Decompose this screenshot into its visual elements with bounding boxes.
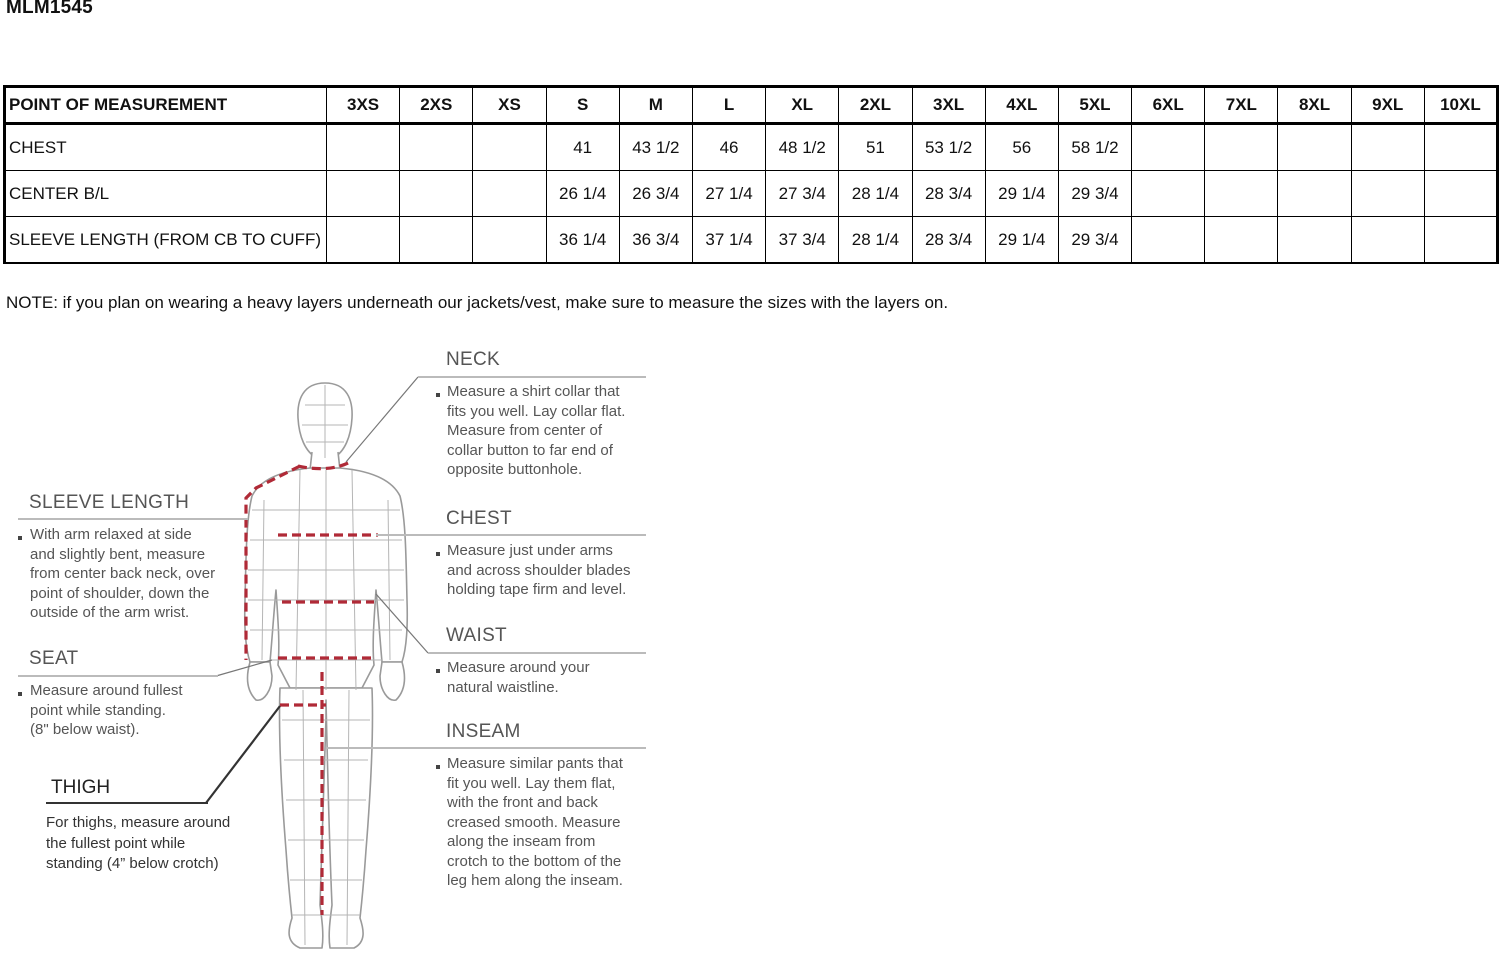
table-cell bbox=[473, 217, 546, 264]
size-header: XS bbox=[473, 87, 546, 124]
size-header: 7XL bbox=[1205, 87, 1278, 124]
table-row-sleeve-length bbox=[5, 217, 1498, 264]
row-label: CHEST bbox=[5, 124, 327, 171]
size-header: 9XL bbox=[1351, 87, 1424, 124]
table-cell: 58 1/2 bbox=[1058, 124, 1131, 171]
size-header: 2XL bbox=[839, 87, 912, 124]
inseam-title: INSEAM bbox=[446, 721, 521, 742]
table-cell bbox=[1205, 124, 1278, 171]
neck-rule bbox=[418, 376, 646, 378]
size-header: 3XS bbox=[327, 87, 400, 124]
sleeve-length-title: SLEEVE LENGTH bbox=[29, 492, 190, 513]
size-header: 2XS bbox=[400, 87, 473, 124]
product-code: MLM1545 bbox=[6, 0, 93, 18]
size-header-row bbox=[5, 87, 1498, 124]
table-cell bbox=[1132, 171, 1205, 217]
thigh-rule bbox=[46, 802, 208, 804]
thigh-description: For thighs, measure around the fullest point while standing (4” below crotch) bbox=[46, 814, 231, 872]
table-cell: 29 1/4 bbox=[985, 217, 1058, 264]
table-cell: 29 3/4 bbox=[1058, 217, 1131, 264]
table-cell: 56 bbox=[985, 124, 1058, 171]
waist-title: WAIST bbox=[446, 625, 507, 646]
inseam-rule bbox=[326, 747, 646, 749]
table-cell: 48 1/2 bbox=[766, 124, 839, 171]
table-cell: 41 bbox=[546, 124, 619, 171]
table-cell bbox=[1132, 124, 1205, 171]
table-cell bbox=[1205, 171, 1278, 217]
table-cell bbox=[400, 171, 473, 217]
thigh-title: THIGH bbox=[51, 777, 111, 798]
table-cell: 43 1/2 bbox=[619, 124, 692, 171]
table-cell: 53 1/2 bbox=[912, 124, 985, 171]
chest-description: Measure just under arms and across shoulder blades holding tape firm and level. bbox=[447, 542, 631, 598]
waist-bullet bbox=[436, 669, 440, 673]
table-row-center-bl bbox=[5, 171, 1498, 217]
size-header: 10XL bbox=[1424, 87, 1497, 124]
row-label: SLEEVE LENGTH (FROM CB TO CUFF) bbox=[5, 217, 327, 264]
table-cell bbox=[1132, 217, 1205, 264]
table-cell: 36 1/4 bbox=[546, 217, 619, 264]
table-cell: 26 1/4 bbox=[546, 171, 619, 217]
neck-title: NECK bbox=[446, 349, 500, 370]
inseam-bullet bbox=[436, 765, 440, 769]
table-cell bbox=[1278, 217, 1351, 264]
table-cell bbox=[327, 124, 400, 171]
size-header: 4XL bbox=[985, 87, 1058, 124]
size-header: 8XL bbox=[1278, 87, 1351, 124]
table-cell bbox=[1351, 217, 1424, 264]
table-cell bbox=[473, 124, 546, 171]
table-cell: 37 1/4 bbox=[692, 217, 765, 264]
table-cell: 28 3/4 bbox=[912, 217, 985, 264]
measurement-header: POINT OF MEASUREMENT bbox=[5, 87, 327, 124]
table-cell: 29 1/4 bbox=[985, 171, 1058, 217]
size-header: XL bbox=[766, 87, 839, 124]
table-cell bbox=[1351, 124, 1424, 171]
chest-rule bbox=[376, 534, 646, 536]
size-header: 3XL bbox=[912, 87, 985, 124]
size-chart-table bbox=[3, 85, 1499, 264]
waist-description: Measure around your natural waistline. bbox=[447, 659, 590, 696]
table-cell: 29 3/4 bbox=[1058, 171, 1131, 217]
table-cell: 28 1/4 bbox=[839, 217, 912, 264]
table-cell bbox=[327, 171, 400, 217]
table-cell bbox=[327, 217, 400, 264]
table-cell bbox=[1205, 217, 1278, 264]
table-row-chest bbox=[5, 124, 1498, 171]
neck-description: Measure a shirt collar that fits you well. Lay collar flat. Measure from center of collar button to far end of opposite buttonhole. bbox=[447, 383, 626, 478]
table-cell bbox=[1424, 171, 1497, 217]
table-cell: 28 3/4 bbox=[912, 171, 985, 217]
seat-description: Measure around fullest point while standing. (8" below waist). bbox=[30, 682, 183, 738]
table-cell bbox=[400, 124, 473, 171]
table-cell: 27 3/4 bbox=[766, 171, 839, 217]
table-cell bbox=[400, 217, 473, 264]
table-cell: 51 bbox=[839, 124, 912, 171]
size-header: 6XL bbox=[1132, 87, 1205, 124]
row-label: CENTER B/L bbox=[5, 171, 327, 217]
inseam-description: Measure similar pants that fit you well. Lay them flat, with the front and back creased smooth. Measure along the inseam from crotch to the bottom of the leg hem along the inseam. bbox=[447, 755, 623, 889]
seat-bullet bbox=[18, 692, 22, 696]
layering-note: NOTE: if you plan on wearing a heavy layers underneath our jackets/vest, make sure to measure the sizes with the layers on. bbox=[6, 293, 949, 312]
size-header: S bbox=[546, 87, 619, 124]
size-header: M bbox=[619, 87, 692, 124]
chest-title: CHEST bbox=[446, 508, 512, 529]
table-cell bbox=[1351, 171, 1424, 217]
chest-bullet bbox=[436, 552, 440, 556]
size-header: 5XL bbox=[1058, 87, 1131, 124]
table-cell bbox=[1424, 217, 1497, 264]
waist-rule bbox=[428, 652, 646, 654]
sleeve-length-rule bbox=[18, 518, 248, 520]
table-cell: 37 3/4 bbox=[766, 217, 839, 264]
table-cell: 26 3/4 bbox=[619, 171, 692, 217]
neck-bullet bbox=[436, 393, 440, 397]
table-cell bbox=[1278, 171, 1351, 217]
table-cell: 28 1/4 bbox=[839, 171, 912, 217]
table-cell: 36 3/4 bbox=[619, 217, 692, 264]
table-cell bbox=[1424, 124, 1497, 171]
size-header: L bbox=[692, 87, 765, 124]
sleeve-length-description: With arm relaxed at side and slightly bent, measure from center back neck, over point of shoulder, down the outside of the arm wrist. bbox=[30, 526, 216, 621]
table-cell bbox=[473, 171, 546, 217]
table-cell bbox=[1278, 124, 1351, 171]
sleeve-length-bullet bbox=[18, 536, 22, 540]
seat-rule bbox=[18, 675, 218, 677]
seat-title: SEAT bbox=[29, 648, 79, 669]
table-cell: 46 bbox=[692, 124, 765, 171]
table-cell: 27 1/4 bbox=[692, 171, 765, 217]
